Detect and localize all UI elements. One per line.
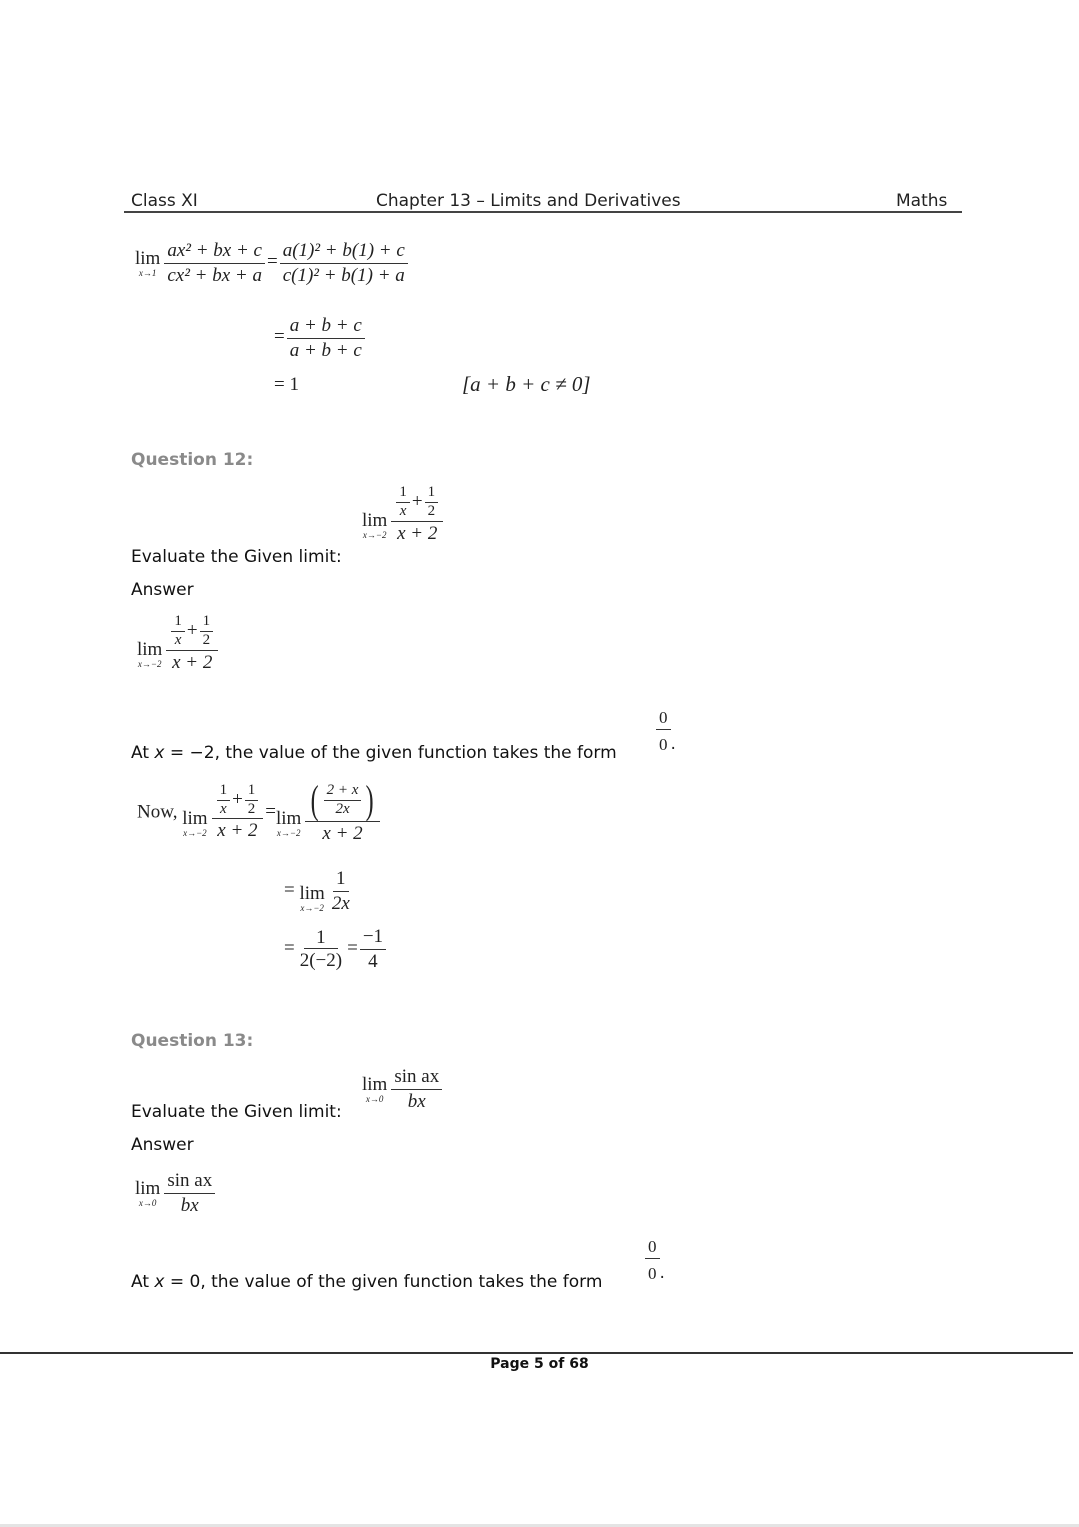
question-13-answer-label: Answer xyxy=(131,1135,194,1155)
fraction: $\frac{\text{a(1)² + b(1) + c}}{\text{c(1)² + b(1) + a}}$ xyxy=(280,240,408,287)
limit-operator: lim x→−2 xyxy=(299,882,325,913)
fraction: $\frac{1}{x}$ + $\frac{1}{2}$ x + 2 xyxy=(212,783,264,842)
limit-operator: lim x→−2 xyxy=(362,510,388,541)
limit-operator: lim x→−2 xyxy=(137,639,163,670)
fraction: $\frac{-1}{4}$ xyxy=(360,926,386,973)
question-13-title: Question 13: xyxy=(131,1031,254,1051)
header-rule xyxy=(124,211,962,213)
limit-operator: lim x→0 xyxy=(135,1177,161,1208)
question-13-answer-limit xyxy=(135,1170,217,1217)
fraction: $\frac{1}{2(-2)}$ xyxy=(299,926,343,972)
limit-operator: lim x→1 xyxy=(135,247,161,278)
indeterminate-form: $\frac{0}{0}$ . xyxy=(645,1237,665,1287)
header-class: Class XI xyxy=(131,191,198,211)
fraction: $\frac{a + b + c}{a + b + c}$ xyxy=(287,315,365,362)
fraction: $\frac{1}{x}$ + $\frac{1}{2}$ x + 2 xyxy=(166,614,218,673)
question-12-form-sentence: At x = −2, the value of the given function takes the form xyxy=(131,743,617,763)
header-chapter: Chapter 13 – Limits and Derivatives xyxy=(376,191,681,211)
fraction: $\frac{1}{x}$ + $\frac{1}{2}$ x + 2 xyxy=(391,485,443,544)
question-13-form-sentence: At x = 0, the value of the given function takes the form xyxy=(131,1272,603,1292)
question-12-answer-label: Answer xyxy=(131,580,194,600)
q11-equation-line1: lim x→1 $\frac{\text{ax² + bx + c}}{\text{cx² + bx + a}}$ = $\frac{\text{a(1)² + b(1) + c}}{\text{c(1)² + b(1) + a}}$ xyxy=(135,240,410,287)
fraction: $\frac{\text{sin ax}}{bx}$ xyxy=(164,1170,215,1217)
question-12-title: Question 12: xyxy=(131,450,254,470)
page-number: Page 5 of 68 xyxy=(490,1356,589,1372)
question-12-working-line3: = $\frac{1}{2(-2)}$ = $\frac{-1}{4}$ xyxy=(284,926,388,973)
fraction: $\frac{1}{2x}$ xyxy=(331,868,350,914)
question-12-prompt: Evaluate the Given limit: xyxy=(131,547,342,567)
limit-operator: lim x→−2 xyxy=(276,807,302,838)
footer-rule xyxy=(0,1352,1073,1354)
question-13-limit xyxy=(362,1066,444,1113)
fraction: $\frac{\text{sin ax}}{bx}$ xyxy=(391,1066,442,1113)
question-12-answer-limit xyxy=(137,614,220,673)
limit-operator: lim x→−2 xyxy=(182,807,208,838)
q11-equation-line3: = 1 xyxy=(274,374,299,395)
header-subject: Maths xyxy=(896,191,948,211)
question-12-working-line2: = lim x→−2 $\frac{1}{2x}$ xyxy=(284,868,355,915)
question-12-limit xyxy=(362,485,445,544)
q11-condition: [a + b + c ≠ 0] xyxy=(462,372,591,396)
fraction: $\frac{\text{ax² + bx + c}}{\text{cx² + bx + a}}$ xyxy=(164,240,265,287)
fraction: ( $\frac{2 + x}{2x}$ ) x + 2 xyxy=(305,780,379,845)
question-13-prompt: Evaluate the Given limit: xyxy=(131,1102,342,1122)
limit-operator: lim x→0 xyxy=(362,1073,388,1104)
indeterminate-form: $\frac{0}{0}$ . xyxy=(656,708,676,758)
q11-equation-line2: = $\frac{a + b + c}{a + b + c}$ xyxy=(274,315,367,362)
question-12-working-line1: Now, lim x→−2 $\frac{1}{x}$ + $\frac{1}{2}$ x + 2 = lim x→−2 ( $\frac{2 + x}{2x}$ ) x + 2 xyxy=(137,780,382,845)
